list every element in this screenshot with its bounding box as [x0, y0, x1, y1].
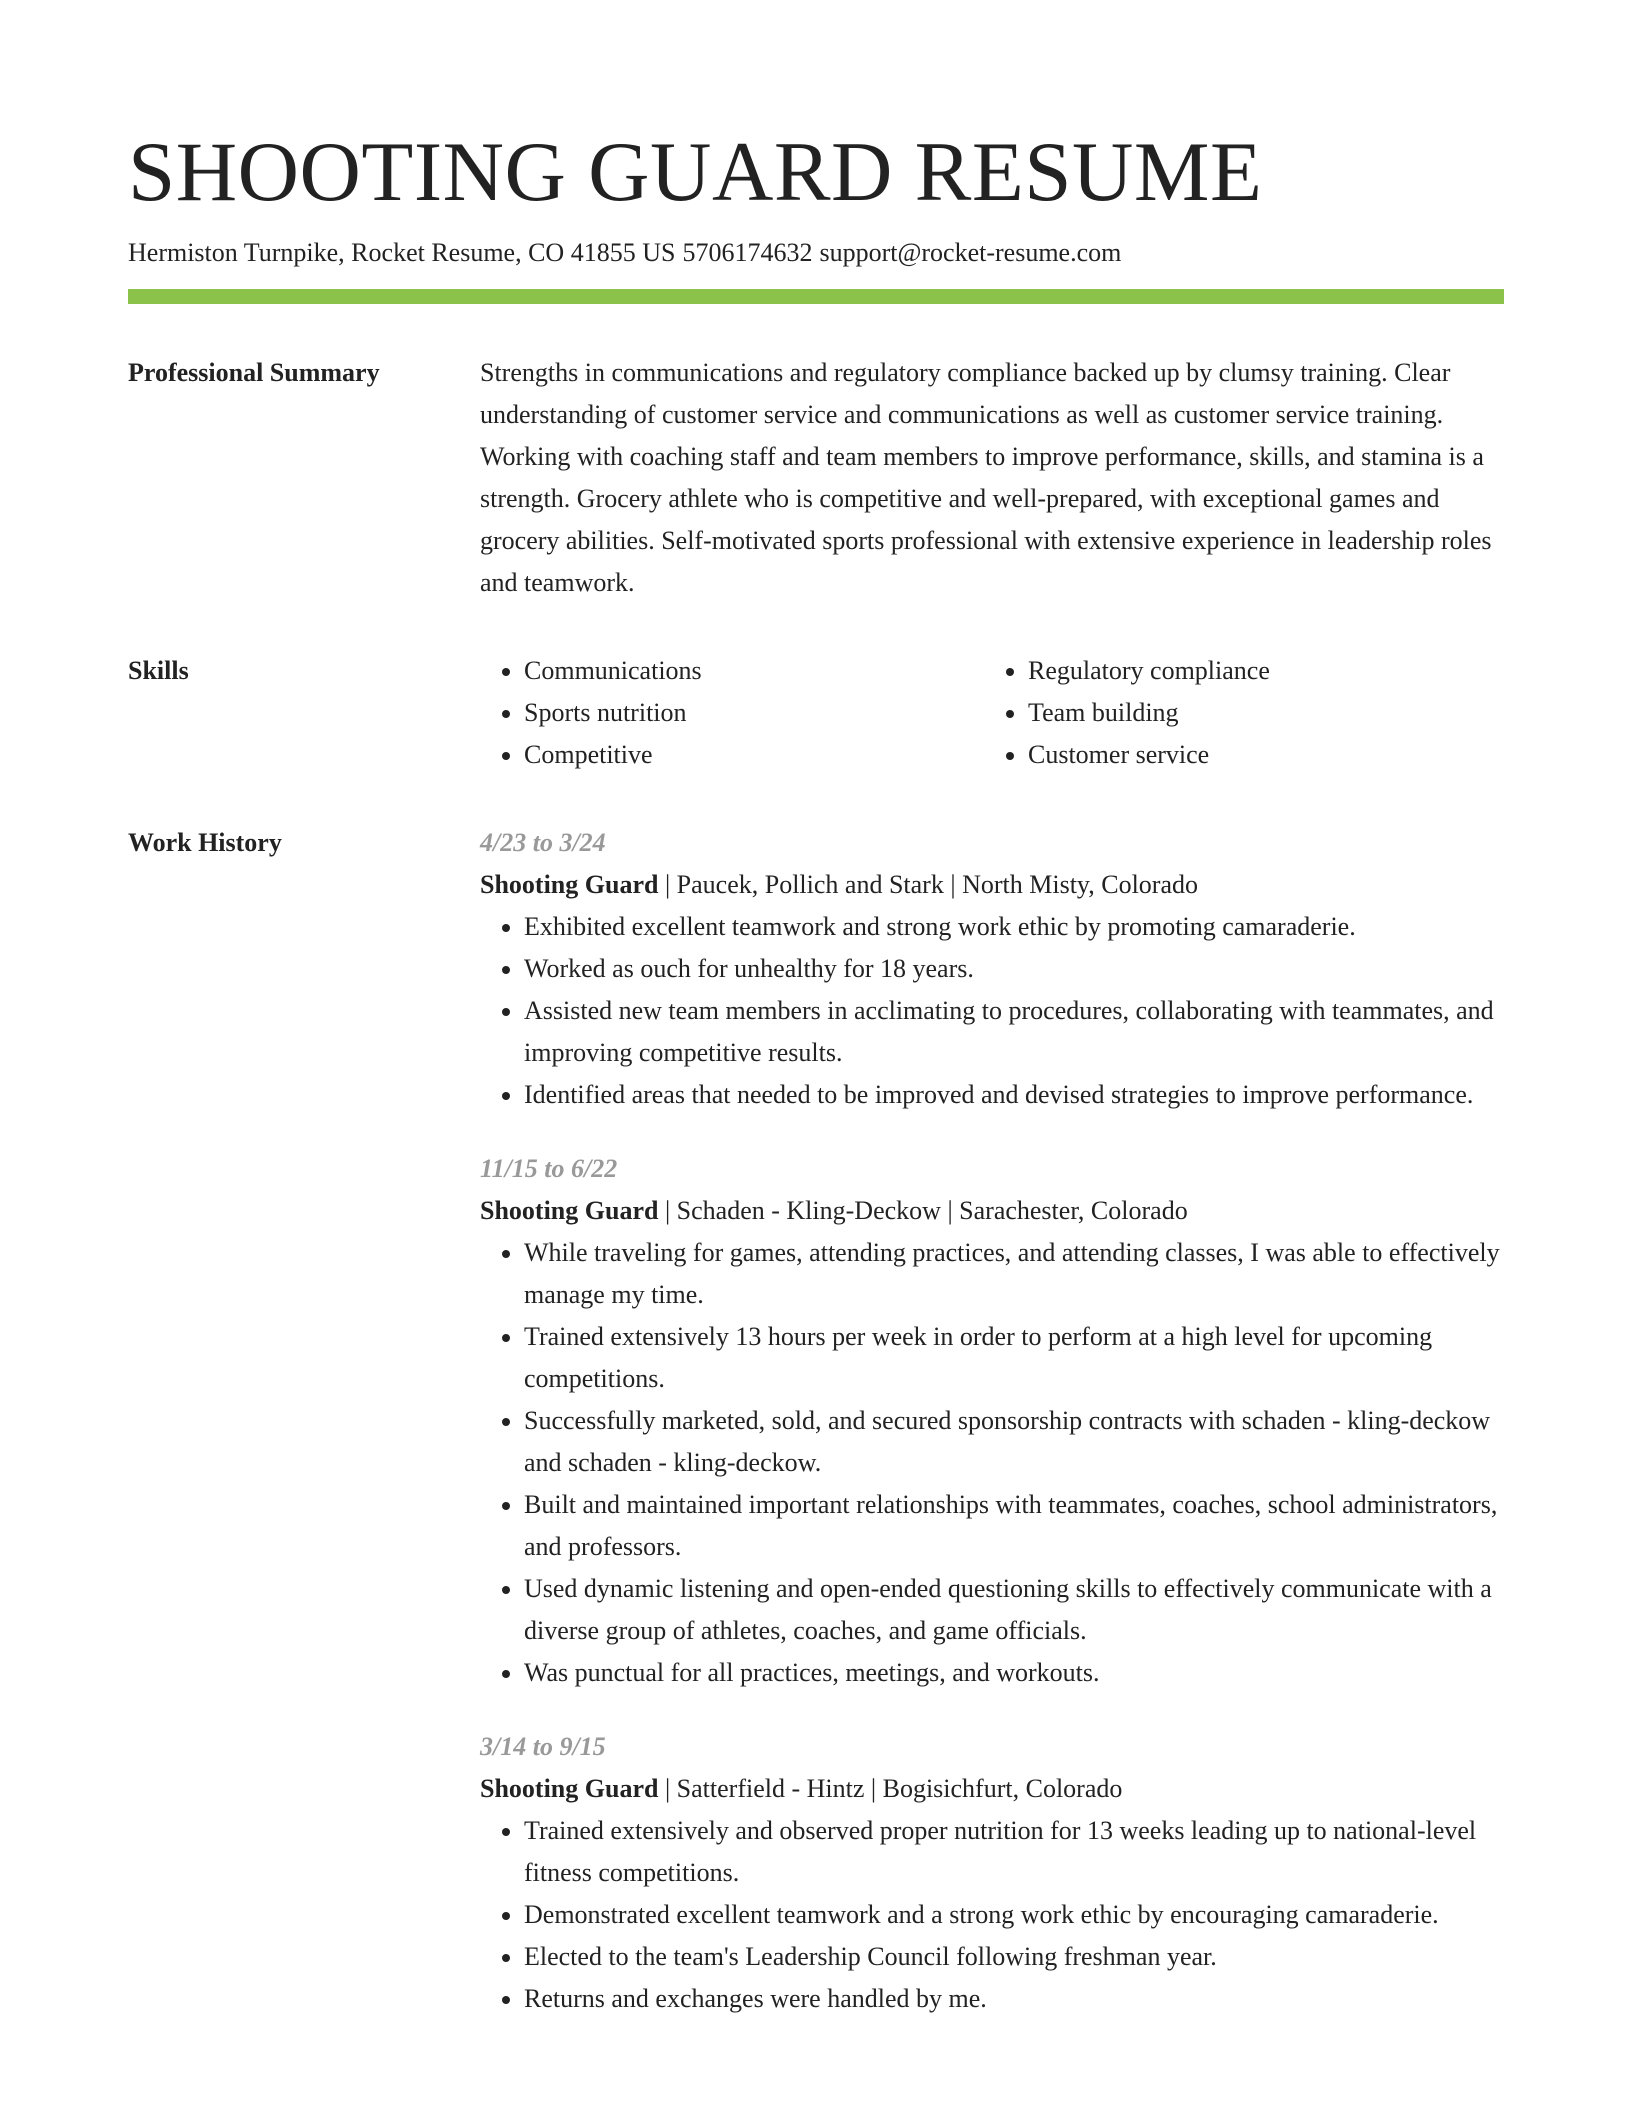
job-bullet: • Used dynamic listening and open-ended questioning skills to effectively communicate with a diverse group of athletes, coaches, and game officials.	[524, 1568, 1504, 1652]
job-bullet: • Was punctual for all practices, meetings, and workouts.	[524, 1652, 1504, 1694]
summary-heading: Professional Summary	[128, 358, 380, 387]
job-title: Shooting Guard	[480, 1774, 659, 1803]
job-bullets	[480, 1810, 1504, 2020]
contact-phone: 5706174632	[682, 238, 813, 267]
skill-item: • Customer service	[1028, 734, 1488, 776]
job-heading: Shooting Guard | Schaden - Kling-Deckow | Sarachester, Colorado	[480, 1196, 1188, 1225]
job-title: Shooting Guard	[480, 1196, 659, 1225]
job-bullet: • Successfully marketed, sold, and secured sponsorship contracts with schaden - kling-deckow and schaden - kling-deckow.	[524, 1400, 1504, 1484]
job-bullet: • Returns and exchanges were handled by me.	[524, 1978, 1504, 2020]
job-bullet: • Demonstrated excellent teamwork and a strong work ethic by encouraging camaraderie.	[524, 1894, 1504, 1936]
job-bullet: • While traveling for games, attending practices, and attending classes, I was able to effectively manage my time.	[524, 1232, 1504, 1316]
contact-email: support@rocket-resume.com	[819, 238, 1122, 267]
header-divider	[128, 289, 1504, 304]
resume-page	[128, 118, 1504, 2020]
skills-heading: Skills	[128, 656, 189, 685]
job-bullet: • Elected to the team's Leadership Council following freshman year.	[524, 1936, 1504, 1978]
job-bullet: • Identified areas that needed to be improved and devised strategies to improve performance.	[524, 1074, 1504, 1116]
job-bullets	[480, 906, 1504, 1116]
job-company: Schaden - Kling-Deckow	[676, 1196, 941, 1225]
job-entry	[480, 1726, 1504, 2020]
job-bullet: • Assisted new team members in acclimating to procedures, collaborating with teammates, and improving competitive results.	[524, 990, 1504, 1074]
work-history-body	[480, 822, 1504, 2020]
job-heading: Shooting Guard | Satterfield - Hintz | Bogisichfurt, Colorado	[480, 1774, 1123, 1803]
contact-address: Hermiston Turnpike, Rocket Resume, CO 41855 US	[128, 238, 676, 267]
work-history-heading: Work History	[128, 828, 282, 857]
job-location: Sarachester, Colorado	[959, 1196, 1188, 1225]
skill-item: • Team building	[1028, 692, 1488, 734]
job-bullets	[480, 1232, 1504, 1694]
job-entry	[480, 1148, 1504, 1694]
skills-list-right	[984, 650, 1488, 776]
work-history-section	[128, 826, 1504, 2020]
skills-section	[128, 654, 1504, 776]
summary-text: Strengths in communications and regulatory compliance backed up by clumsy training. Clear understanding of customer service and communications as well as customer service training. Working with coaching staff and team members to improve performance, skills, and stamina is a strength. Grocery athlete who is competitive and well-prepared, with exceptional games and grocery abilities. Self-motivated sports professional with extensive experience in leadership roles and teamwork.	[480, 358, 1492, 597]
skills-body	[480, 650, 1504, 776]
job-company: Satterfield - Hintz	[676, 1774, 865, 1803]
job-dates: 3/14 to 9/15	[480, 1732, 606, 1761]
skills-list-left	[480, 650, 984, 776]
summary-section	[128, 356, 1504, 604]
job-location: Bogisichfurt, Colorado	[882, 1774, 1123, 1803]
job-bullet: • Trained extensively and observed proper nutrition for 13 weeks leading up to national-level fitness competitions.	[524, 1810, 1504, 1894]
job-bullet: • Worked as ouch for unhealthy for 18 years.	[524, 948, 1504, 990]
skill-item: • Regulatory compliance	[1028, 650, 1488, 692]
job-location: North Misty, Colorado	[962, 870, 1198, 899]
job-title: Shooting Guard	[480, 870, 659, 899]
job-heading: Shooting Guard | Paucek, Pollich and Stark | North Misty, Colorado	[480, 870, 1198, 899]
job-entry	[480, 822, 1504, 1116]
skill-item: • Competitive	[524, 734, 984, 776]
summary-body	[480, 352, 1504, 604]
job-bullet: • Built and maintained important relationships with teammates, coaches, school administrators, and professors.	[524, 1484, 1504, 1568]
job-bullet: • Trained extensively 13 hours per week in order to perform at a high level for upcoming competitions.	[524, 1316, 1504, 1400]
job-bullet: • Exhibited excellent teamwork and strong work ethic by promoting camaraderie.	[524, 906, 1504, 948]
job-company: Paucek, Pollich and Stark	[676, 870, 944, 899]
job-dates: 4/23 to 3/24	[480, 828, 606, 857]
resume-title: SHOOTING GUARD RESUME	[128, 125, 1263, 219]
skill-item: • Sports nutrition	[524, 692, 984, 734]
skill-item: • Communications	[524, 650, 984, 692]
contact-line	[128, 236, 1504, 270]
job-dates: 11/15 to 6/22	[480, 1154, 618, 1183]
